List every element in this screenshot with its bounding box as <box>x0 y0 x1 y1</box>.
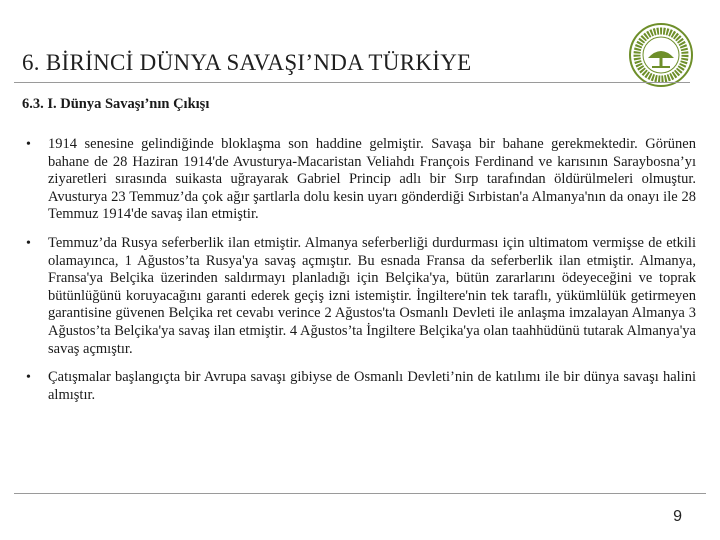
slide-title: 6. BİRİNCİ DÜNYA SAVAŞI’NDA TÜRKİYE <box>22 50 472 75</box>
bullet-item <box>22 369 696 404</box>
bullet-item <box>22 136 696 224</box>
bullet-item <box>22 235 696 358</box>
bullet-list <box>22 136 696 415</box>
bullet-marker: • <box>26 235 31 251</box>
bullet-text: 1914 senesine gelindiğinde bloklaşma son haddine gelmiştir. Savaşa bir bahane gerekmektedir. Görünen bahane de 28 Haziran 1914'de Avusturya-Macaristan Veliahdı François Ferdinand ve karısının Saraybosna’yı ziyaretleri sırasında suikasta uğrayarak Gabriel Princip adlı bir Sırp tarafından öldürülmeleri olmuştur. Avusturya 23 Temmuz’da çok ağır şartlarla dolu kesin uyarı gönderdiği Sırbistan'a Almanya'nın da onayı ile 28 Temmuz 1914'de savaş ilan etmiştir. <box>48 136 696 223</box>
page-number: 9 <box>673 508 682 525</box>
footer-divider <box>14 493 706 494</box>
bullet-text: Temmuz’da Rusya seferberlik ilan etmiştir. Almanya seferberliği durdurması için ultimatom vermişse de etkili olamayınca, 1 Ağustos’ta Rusya'ya savaş açmıştır. Bu esnada Fransa da seferberlik ilan etmiştir. Almanya, Fransa'ya Belçika üzerinden saldırmayı planladığı için Belçika'ya, bütün zararlarını ödeyeceğini ve toprak bütünlüğünü koruyacağını garanti ederek geçiş izni istemiştir. İngiltere'nin tek taraflı, yükümlülük getirmeyen garantisine güvenen Belçika ret cevabı verince 2 Ağustos'ta Osmanlı Devleti ile anlaşma imzalayan Almanya 3 Ağustos’ta Belçika'ya savaş ilan etmiştir. 4 Ağustos’ta İngiltere Belçika'ya olan taahhüdünü tutarak Almanya'ya savaş açmıştır. <box>48 234 696 357</box>
bullet-marker: • <box>26 370 31 386</box>
section-heading: 6.3. I. Dünya Savaşı’nın Çıkışı <box>22 96 210 112</box>
bullet-text: Çatışmalar başlangıçta bir Avrupa savaşı gibiyse de Osmanlı Devleti’nin de katılımı ile bir dünya savaşı halini almıştır. <box>48 369 696 403</box>
title-divider <box>14 82 690 83</box>
university-seal-icon <box>628 22 694 88</box>
bullet-marker: • <box>26 137 31 152</box>
